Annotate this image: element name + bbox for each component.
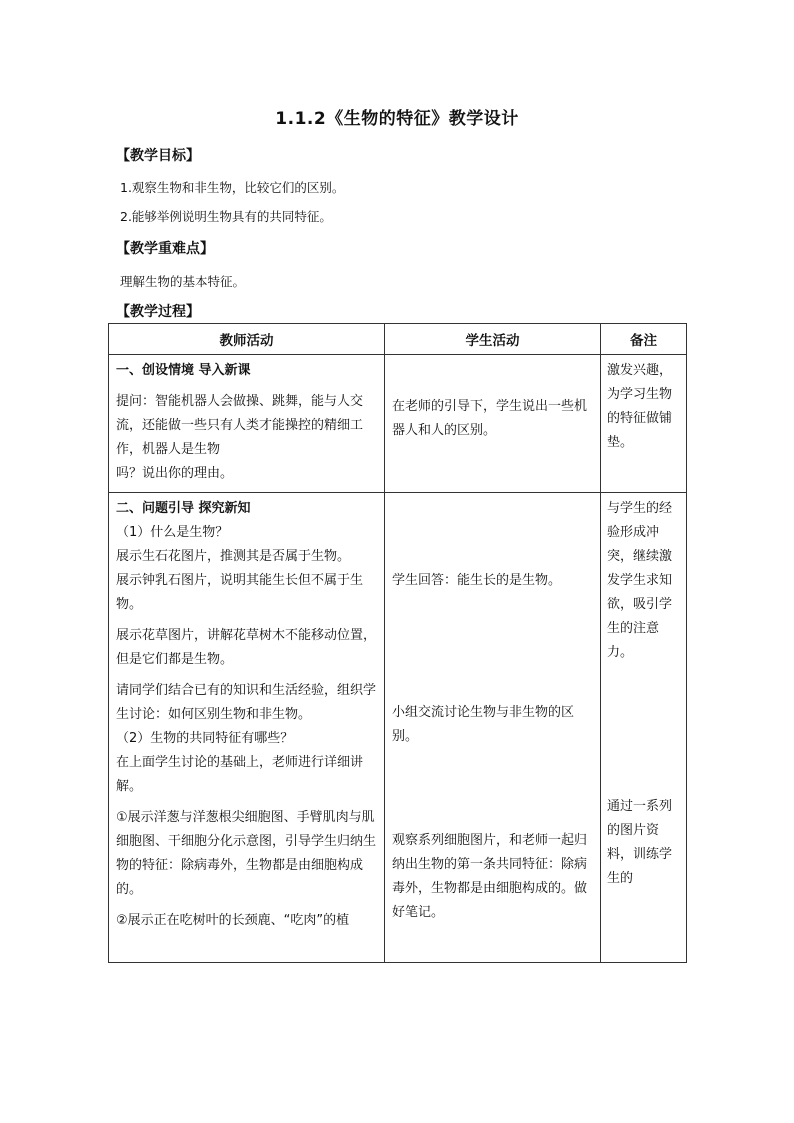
- teacher-text: 展示生石花图片，推测其是否属于生物。: [116, 549, 351, 564]
- table-header-row: [109, 324, 687, 355]
- section-title-intro: 一、创设情境 导入新课: [116, 363, 251, 378]
- document-title: 1.1.2《生物的特征》教学设计: [275, 109, 519, 129]
- student-cell-intro: [385, 355, 601, 493]
- section-title-explore: 二、问题引导 探究新知: [116, 501, 251, 516]
- student-cell-explore: [385, 493, 601, 963]
- teacher-text: 展示花草图片，讲解花草树木不能移动位置，但是它们都是生物。: [116, 628, 377, 667]
- student-text: 在老师的引导下，学生说出一些机器人和人的区别。: [392, 399, 588, 438]
- note-text: 激发兴趣，为学习生物的特征做铺垫。: [607, 363, 673, 450]
- lesson-process-table: [108, 323, 687, 963]
- teacher-cell-intro: [109, 355, 385, 493]
- header-teacher-activity: 教师活动: [109, 324, 385, 355]
- teacher-text: 吗？说出你的理由。: [116, 466, 234, 481]
- note-text: 与学生的经验形成冲突，继续激发学生求知欲，吸引学生的注意力。: [607, 501, 673, 660]
- note-cell-explore: [601, 493, 687, 963]
- student-text: 观察系列细胞图片，和老师一起归纳出生物的第一条共同特征：除病毒外，生物都是由细胞构成的。做好笔记。: [392, 833, 588, 920]
- process-heading: 【教学过程】: [116, 304, 200, 320]
- student-text: 小组交流讨论生物与非生物的区别。: [392, 705, 575, 744]
- teacher-text: 展示钟乳石图片，说明其能生长但不属于生物。: [116, 573, 364, 612]
- goals-heading: 【教学目标】: [116, 148, 200, 164]
- teacher-text: ①展示洋葱与洋葱根尖细胞图、手臂肌肉与肌细胞图、干细胞分化示意图，引导学生归纳生物的特征：除病毒外，生物都是由细胞构成的。: [116, 810, 377, 897]
- goal-1: 1.观察生物和非生物，比较它们的区别。: [120, 180, 345, 195]
- teacher-text: 在上面学生讨论的基础上，老师进行详细讲解。: [116, 755, 364, 794]
- header-notes: 备注: [601, 324, 687, 355]
- key-points-heading: 【教学重难点】: [116, 241, 214, 257]
- teacher-text: （1）什么是生物？: [116, 525, 229, 540]
- teacher-text: 请同学们结合已有的知识和生活经验，组织学生讨论：如何区别生物和非生物。: [116, 683, 377, 722]
- student-text: 学生回答：能生长的是生物。: [392, 573, 562, 588]
- teacher-cell-explore: [109, 493, 385, 963]
- key-points-text: 理解生物的基本特征。: [120, 274, 246, 289]
- table-row: [109, 355, 687, 493]
- goal-2: 2.能够举例说明生物具有的共同特征。: [120, 209, 332, 224]
- table-row: [109, 493, 687, 963]
- header-student-activity: 学生活动: [385, 324, 601, 355]
- teacher-text: ②展示正在吃树叶的长颈鹿、“吃肉”的植: [116, 913, 350, 928]
- note-text: 通过一系列的图片资料，训练学生的: [607, 799, 673, 886]
- teacher-text: 提问：智能机器人会做操、跳舞，能与人交流，还能做一些只有人类才能操控的精细工作，机器人是生物: [116, 394, 364, 457]
- note-cell-intro: [601, 355, 687, 493]
- teacher-text: （2）生物的共同特征有哪些？: [116, 731, 294, 746]
